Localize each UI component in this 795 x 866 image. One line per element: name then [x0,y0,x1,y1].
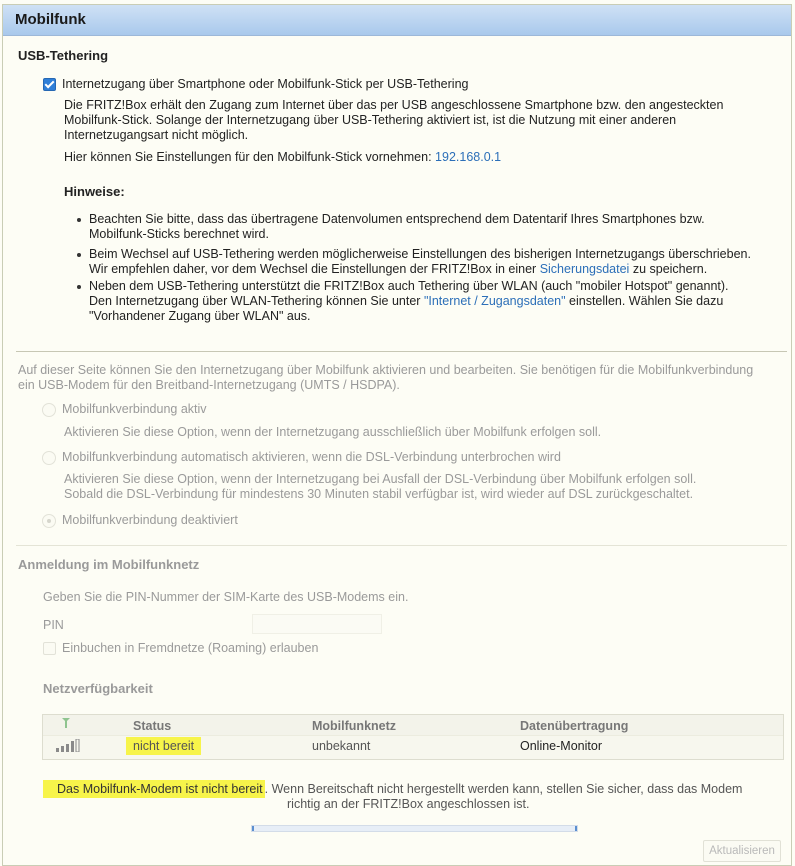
hint3-line2 [89,294,723,308]
modem-notice-line2: richtig an der FRITZ!Box angeschlossen ist. [287,797,530,811]
network-value: unbekannt [312,739,371,753]
signal-bars-icon [56,739,82,752]
roaming-checkbox[interactable] [43,642,56,655]
usb-desc-line1: Die FRITZ!Box erhält den Zugang zum Internet über das per USB angeschlossene Smartphone bzw. den angesteckten [64,98,724,112]
settings-ip-link[interactable]: 192.168.0.1 [435,150,502,164]
bullet-icon [77,253,81,257]
hint2-text-pre: Wir empfehlen daher, vor dem Wechsel die Einstellungen der FRITZ!Box in einer [89,262,537,276]
network-heading: Netzverfügbarkeit [43,681,153,696]
online-monitor-link[interactable]: Online-Monitor [520,739,602,753]
radio-mobile-disabled-label[interactable]: Mobilfunkverbindung deaktiviert [62,513,238,527]
radio-mobile-active-desc: Aktivieren Sie diese Option, wenn der Internetzugang ausschließlich über Mobilfunk erfolgen soll. [64,425,602,439]
radio-mobile-auto-desc1: Aktivieren Sie diese Option, wenn der Internetzugang bei Ausfall der DSL-Verbindung über Mobilfunk erfolgen soll. [64,472,697,486]
hint1-line1: Beachten Sie bitte, dass das übertragene Datenvolumen entsprechend dem Datentarif Ihres Smartphones bzw. [89,212,705,226]
backup-file-link[interactable]: Sicherungsdatei [539,262,630,276]
radio-mobile-active[interactable] [42,403,56,417]
pin-prompt: Geben Sie die PIN-Nummer der SIM-Karte des USB-Modems ein. [43,590,409,604]
usb-tethering-heading: USB-Tethering [18,48,109,63]
radio-mobile-auto-desc2: Sobald die DSL-Verbindung für mindestens 30 Minuten stabil verfügbar ist, wird wieder auf DSL zurückgeschaltet. [64,487,694,501]
radio-mobile-auto-label[interactable]: Mobilfunkverbindung automatisch aktivieren, wenn die DSL-Verbindung unterbrochen wird [62,450,561,464]
bullet-icon [77,218,81,222]
radio-mobile-auto[interactable] [42,451,56,465]
antenna-icon [60,717,72,729]
roaming-checkbox-label[interactable]: Einbuchen in Fremdnetze (Roaming) erlauben [62,641,319,655]
column-transfer: Datenübertragung [520,719,629,733]
usb-desc-line2: Mobilfunk-Stick. Solange der Internetzugang über USB-Tethering aktiviert ist, ist die Nutzung mit einer anderen [64,113,677,127]
hint3-text-pre: Den Internetzugang über WLAN-Tethering können Sie unter [89,294,421,308]
radio-mobile-active-label[interactable]: Mobilfunkverbindung aktiv [62,402,207,416]
hint3-line1: Neben dem USB-Tethering unterstützt die FRITZ!Box auch Tethering über WLAN (auch "mobiler Hotspot" genannt). [89,279,729,293]
hint2-line2 [89,262,707,276]
hint2-line1: Beim Wechsel auf USB-Tethering werden möglicherweise Einstellungen des bisherigen Internetzugangs überschrieben. [89,247,751,261]
column-network: Mobilfunknetz [312,719,397,733]
title-bar [3,5,791,36]
usb-tethering-checkbox[interactable] [43,78,56,91]
pin-input[interactable] [252,614,382,634]
status-badge: nicht bereit [126,737,201,755]
usb-desc-line3: Internetzugangsart nicht möglich. [64,128,249,142]
modem-notice-highlight: Das Mobilfunk-Modem ist nicht bereit [43,780,265,798]
hint1-line2: Mobilfunk-Sticks berechnet wird. [89,227,269,241]
settings-text-row [64,150,501,164]
hint3-text-post: einstellen. Wählen Sie dazu [569,294,724,308]
progress-bar [251,825,578,832]
login-heading: Anmeldung im Mobilfunknetz [18,557,200,572]
column-status: Status [133,719,172,733]
settings-text: Hier können Sie Einstellungen für den Mobilfunk-Stick vornehmen: [64,150,432,164]
page-title: Mobilfunk [15,11,86,28]
hints-heading: Hinweise: [64,184,125,199]
mobile-intro-line1: Auf dieser Seite können Sie den Internetzugang über Mobilfunk aktivieren und bearbeiten. Sie benötigen für die Mobilfunkverbindung [18,363,754,377]
radio-mobile-disabled[interactable] [42,514,56,528]
mobile-intro-line2: ein USB-Modem für den Breitband-Internetzugang (UMTS / HSDPA). [18,378,400,392]
modem-notice-line1 [43,782,742,796]
pin-label: PIN [43,618,64,632]
section-divider [16,545,787,546]
hint3-line3: "Vorhandener Zugang über WLAN" aus. [89,309,311,323]
usb-tethering-checkbox-label[interactable]: Internetzugang über Smartphone oder Mobilfunk-Stick per USB-Tethering [62,77,469,91]
internet-access-data-link[interactable]: "Internet / Zugangsdaten" [423,294,566,308]
refresh-button[interactable]: Aktualisieren [703,840,781,862]
modem-notice-text: . Wenn Bereitschaft nicht hergestellt werden kann, stellen Sie sicher, dass das Modem [264,782,743,796]
section-divider [16,351,787,352]
bullet-icon [77,285,81,289]
hint2-text-post: zu speichern. [632,262,708,276]
